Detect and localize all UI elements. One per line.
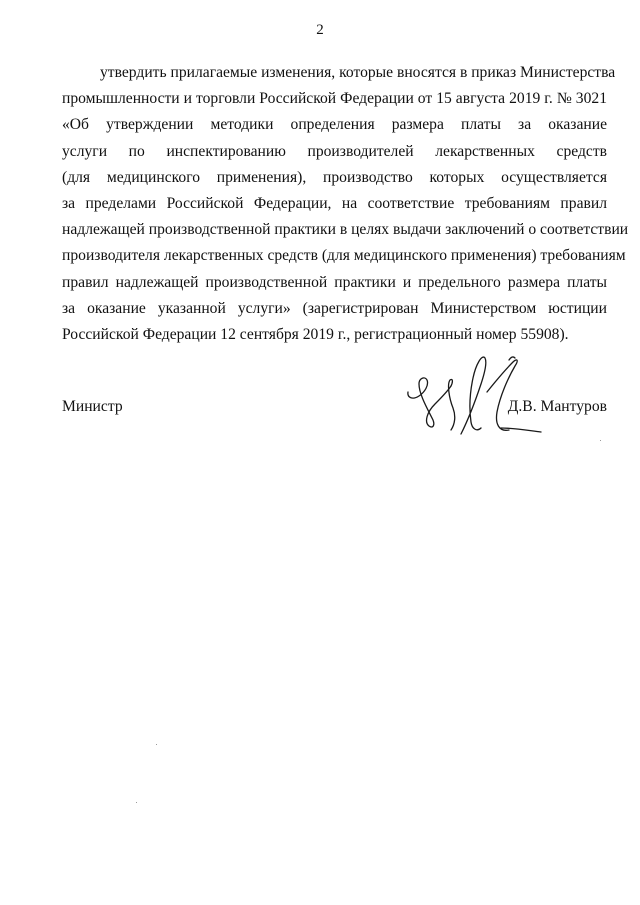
body-line: утвердить прилагаемые изменения, которые вносятся в приказ Министерства <box>100 64 616 81</box>
body-line: услуги по инспектированию производителей лекарственных средств <box>62 142 607 160</box>
scan-speck <box>136 802 137 803</box>
page-number: 2 <box>316 22 324 38</box>
body-line: промышленности и торговли Российской Федерации от 15 августа 2019 г. № 3021 <box>62 90 607 108</box>
body-line: надлежащей производственной практики в целях выдачи заключений о соответствии <box>62 221 629 239</box>
body-line: правил надлежащей производственной практики и предельного размера платы <box>62 273 607 291</box>
signer-position: Министр <box>62 398 123 415</box>
body-line: производителя лекарственных средств (для медицинского применения) требованиям <box>62 247 626 265</box>
signer-name: Д.В. Мантуров <box>507 398 607 415</box>
body-line: «Об утверждении методики определения размера платы за оказание <box>62 116 607 134</box>
scan-speck <box>156 744 157 745</box>
body-line: за пределами Российской Федерации, на соответствие требованиям правил <box>62 194 607 212</box>
body-line: за оказание указанной услуги» (зарегистрирован Министерством юстиции <box>62 299 607 317</box>
handwritten-signature-icon <box>405 352 545 437</box>
scan-speck <box>600 440 601 441</box>
body-line: Российской Федерации 12 сентября 2019 г., регистрационный номер 55908). <box>62 325 569 343</box>
body-line: (для медицинского применения), производство которых осуществляется <box>62 168 607 186</box>
body-paragraph <box>62 60 629 348</box>
